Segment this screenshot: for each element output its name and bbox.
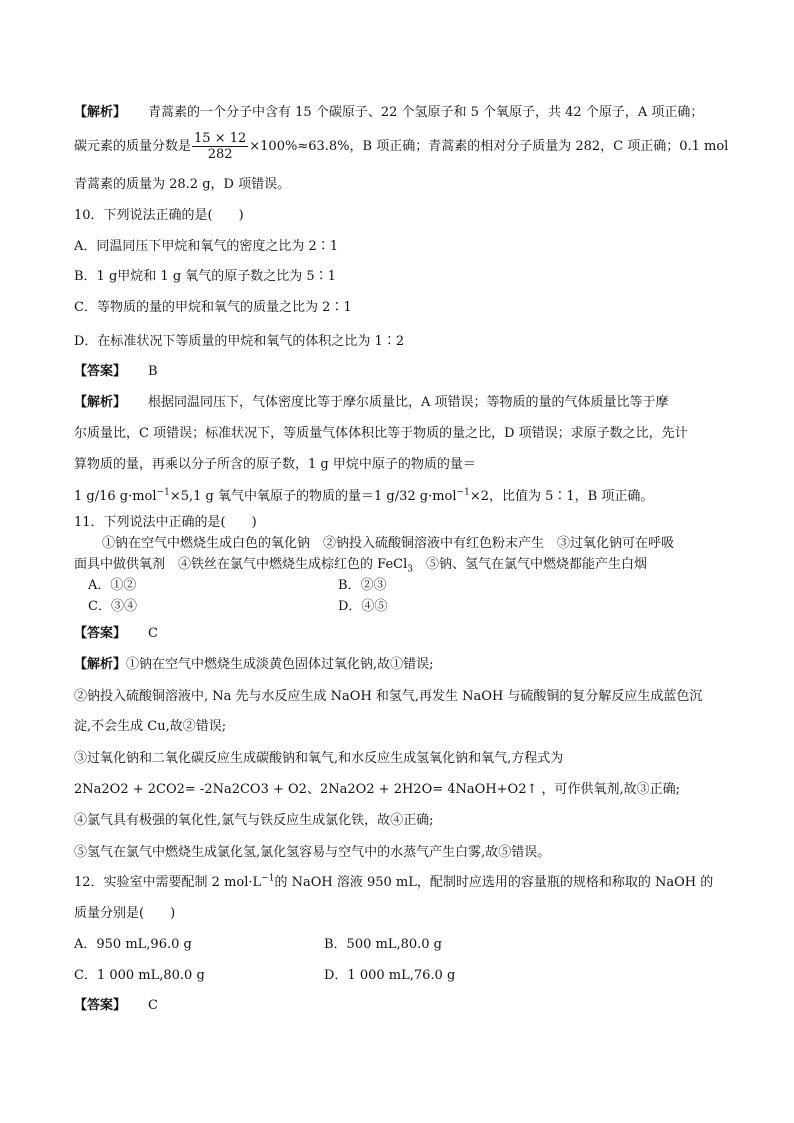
analysis-text: 青蒿素的一个分子中含有 15 个碳原子、22 个氢原子和 5 个氧原子，共 42 个原子，A 项正确； xyxy=(148,105,704,120)
q11-analysis-line-4: ③过氧化钠和二氧化碳反应生成碳酸钠和氧气,和水反应生成氢氧化钠和氧气,方程式为 xyxy=(74,751,564,766)
answer-label: 【答案】 xyxy=(74,998,127,1013)
analysis-text: 碳元素的质量分数是 xyxy=(74,139,192,154)
q12-answer xyxy=(74,997,158,1015)
q12-option-b: B．500 mL,80.0 g xyxy=(324,937,442,952)
statement-text: ⑤钠、氢气在氯气中燃烧都能产生白烟 xyxy=(412,557,647,572)
question-12-stem-line-2: 质量分别是( ) xyxy=(74,906,176,921)
q9-analysis-line-1 xyxy=(74,104,703,122)
calc-text: ×5,1 g 氧气中氧原子的物质的量＝1 g/32 g·mol xyxy=(169,489,457,504)
q11-analysis-line-7: ⑤氢气在氯气中燃烧生成氯化氢,氯化氢容易与空气中的水蒸气产生白雾,故⑤错误。 xyxy=(74,845,551,860)
answer-label: 【答案】 xyxy=(74,626,127,641)
analysis-text: ①钠在空气中燃烧生成淡黄色固体过氧化钠,故①错误; xyxy=(126,657,434,672)
superscript: −1 xyxy=(156,487,170,498)
q10-analysis-calc xyxy=(74,488,653,506)
q11-analysis-line-1 xyxy=(74,656,434,674)
analysis-text: ×100%≈63.8%，B 项正确；青蒿素的相对分子质量为 282，C 项正确；0.1 mol xyxy=(249,139,729,154)
q11-analysis-line-3: 淀,不会生成 Cu,故②错误; xyxy=(74,719,227,734)
q11-option-b: B．②③ xyxy=(338,578,387,593)
analysis-label: 【解析】 xyxy=(74,657,127,672)
q12-option-c: C．1 000 mL,80.0 g xyxy=(74,968,205,983)
q11-analysis-line-5: 2Na2O2 + 2CO2= -2Na2CO3 + O2、2Na2O2 + 2H2O= 4NaOH+O2↑ ，可作供氧剂,故③正确; xyxy=(74,782,681,797)
q10-option-d: D．在标准状况下等质量的甲烷和氧气的体积之比为 1∶2 xyxy=(74,334,405,349)
q11-statement-line-2 xyxy=(74,556,647,574)
q10-answer xyxy=(74,363,158,381)
answer-value: C xyxy=(148,626,158,641)
q11-analysis-line-2: ②钠投入硫酸铜溶液中, Na 先与水反应生成 NaOH 和氢气,再发生 NaOH 与硫酸铜的复分解反应生成蓝色沉 xyxy=(74,689,703,704)
analysis-label: 【解析】 xyxy=(74,105,127,120)
q9-analysis-line-3: 青蒿素的质量为 28.2 g，D 项错误。 xyxy=(74,177,291,192)
fraction-numerator: 15 × 12 xyxy=(194,131,247,146)
q12-option-d: D．1 000 mL,76.0 g xyxy=(324,968,456,983)
fraction xyxy=(192,131,248,162)
question-11-stem: 11．下列说法中正确的是( ) xyxy=(74,515,257,530)
statement-text: 面具中做供氧剂 ④铁丝在氯气中燃烧生成棕红色的 FeCl xyxy=(74,557,408,572)
q11-answer xyxy=(74,625,158,643)
analysis-label: 【解析】 xyxy=(74,395,127,410)
calc-text: ×2，比值为 5∶1，B 项正确。 xyxy=(469,489,654,504)
fraction-denominator: 282 xyxy=(207,147,233,162)
superscript: −1 xyxy=(261,873,275,884)
q10-analysis-line-1 xyxy=(74,394,669,412)
q10-option-b: B．1 g甲烷和 1 g 氧气的原子数之比为 5∶1 xyxy=(74,269,336,284)
q11-option-d: D．④⑤ xyxy=(338,599,388,614)
q11-analysis-line-6: ④氯气具有极强的氧化性,氯气与铁反应生成氯化铁，故④正确; xyxy=(74,813,434,828)
question-12-stem-line-1 xyxy=(74,874,713,892)
q9-analysis-line-2 xyxy=(74,131,728,162)
question-10-stem: 10．下列说法正确的是( ) xyxy=(74,208,244,223)
q10-option-c: C．等物质的量的甲烷和氧气的质量之比为 2∶1 xyxy=(74,300,352,315)
stem-text: 的 NaOH 溶液 950 mL，配制时应选用的容量瓶的规格和称取的 NaOH 的 xyxy=(274,875,714,890)
calc-text: 1 g/16 g·mol xyxy=(74,489,157,504)
subscript: 3 xyxy=(407,564,413,575)
analysis-text: 根据同温同压下，气体密度比等于摩尔质量比，A 项错误；等物质的量的气体质量比等于摩 xyxy=(148,395,669,410)
answer-value: B xyxy=(148,364,158,379)
q11-option-a: A．①② xyxy=(88,578,137,593)
q11-statement-line-1: ①钠在空气中燃烧生成白色的氧化钠 ②钠投入硫酸铜溶液中有红色粉末产生 ③过氧化钠可在呼吸 xyxy=(102,536,675,551)
answer-label: 【答案】 xyxy=(74,364,127,379)
q10-option-a: A．同温同压下甲烷和氧气的密度之比为 2∶1 xyxy=(74,239,339,254)
q11-option-c: C．③④ xyxy=(88,599,137,614)
q10-analysis-line-3: 算物质的量，再乘以分子所含的原子数，1 g 甲烷中原子的物质的量＝ xyxy=(74,457,476,472)
q12-option-a: A．950 mL,96.0 g xyxy=(74,937,192,952)
answer-value: C xyxy=(148,998,158,1013)
superscript: −1 xyxy=(456,487,470,498)
stem-text: 12．实验室中需要配制 2 mol·L xyxy=(74,875,262,890)
q10-analysis-line-2: 尔质量比，C 项错误；标准状况下，等质量气体体积比等于物质的量之比，D 项错误；求原子数之比，先计 xyxy=(74,426,688,441)
